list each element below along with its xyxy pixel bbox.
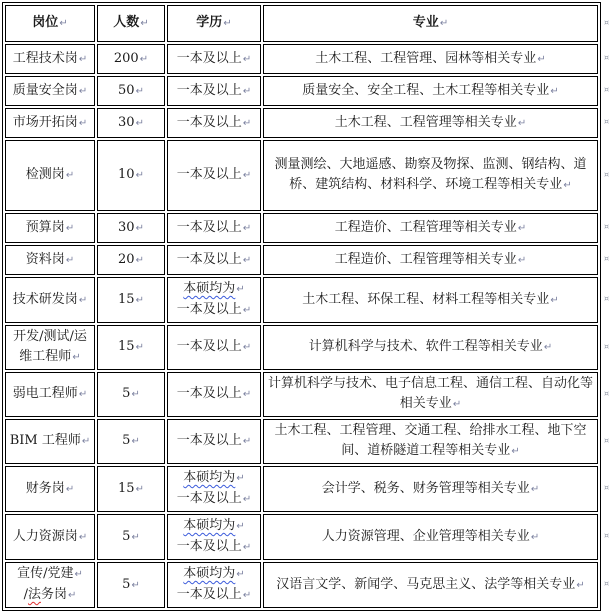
education-cell: [167, 76, 261, 106]
text-segment: 土木工程、工程管理等相关专业: [334, 114, 517, 130]
paragraph: [101, 218, 161, 239]
paragraph-mark-icon: ↵: [131, 389, 140, 400]
position-cell: [5, 372, 95, 417]
text-segment: 一本及以上: [176, 587, 242, 602]
text-segment: 土木工程、工程管理、园林等相关专业: [315, 50, 537, 66]
header-cell-education: [167, 5, 261, 42]
paragraph-mark-icon: ↵: [236, 284, 245, 295]
majors-cell: [263, 419, 598, 464]
paragraph: [267, 479, 594, 500]
text-segment: 人力资源岗: [12, 528, 78, 544]
position-cell: [5, 514, 95, 560]
paragraph: [101, 49, 161, 70]
paragraph: [101, 384, 161, 405]
paragraph: [267, 421, 594, 462]
text-segment: 弱电工程师: [12, 386, 78, 401]
paragraph: [9, 431, 91, 452]
paragraph: [171, 585, 257, 606]
paragraph-mark-icon: ↵: [65, 170, 75, 181]
paragraph: [101, 113, 161, 134]
paragraph-mark-icon: ↵: [511, 446, 520, 457]
position-cell: [5, 466, 95, 512]
paragraph-mark-icon: ↵: [131, 579, 140, 591]
paragraph: [171, 564, 257, 585]
paragraph-mark-icon: ↵: [242, 170, 252, 181]
paragraph-mark-icon: ↵: [242, 342, 252, 353]
table-row: [5, 108, 598, 138]
table-body: [5, 44, 598, 608]
paragraph: [101, 431, 161, 452]
count-cell: [97, 372, 165, 417]
education-cell: [167, 325, 261, 370]
paragraph-mark-icon: ↵: [223, 18, 232, 29]
paragraph: [267, 575, 594, 596]
header-label: 人数: [113, 15, 140, 30]
paragraph: [267, 81, 594, 102]
text-segment: 一本及以上: [176, 433, 242, 448]
text-segment: 质量安全岗: [12, 82, 78, 98]
paragraph: [267, 113, 594, 134]
text-segment: 一本及以上: [176, 386, 242, 401]
paragraph-mark-icon: ↵: [135, 342, 144, 353]
education-cell: [167, 44, 261, 74]
paragraph-mark-icon: ↵: [242, 494, 252, 505]
text-segment: 计算机科学与技术、电子信息工程、通信工程、自动化等相关专业: [267, 376, 593, 411]
paragraph: [171, 218, 257, 239]
paragraph-mark-icon: ↵: [242, 542, 252, 553]
count-cell: [97, 325, 165, 370]
count-cell: [97, 419, 165, 464]
paragraph-mark-icon: ↵: [543, 342, 553, 353]
text-segment: 一本及以上: [176, 539, 242, 554]
text-segment: 计算机科学与技术、软件工程等相关专业: [308, 339, 543, 354]
paragraph: [101, 479, 161, 500]
text-segment: 5: [122, 433, 131, 448]
paragraph-mark-icon: ↵: [78, 389, 88, 400]
paragraph: [101, 290, 161, 311]
majors-cell: [263, 44, 598, 74]
text-segment: 测量测绘、大地遥感、勘察及物探、监测、钢结构、道桥、建筑结构、材料科学、环境工程等相关专业: [274, 157, 587, 192]
position-cell: [5, 325, 95, 370]
paragraph: [171, 81, 257, 102]
table-row: [5, 76, 598, 106]
paragraph: [9, 327, 91, 368]
count-cell: [97, 277, 165, 323]
education-cell: [167, 140, 261, 211]
table-row: [5, 140, 598, 211]
text-segment: 一本及以上: [176, 50, 242, 66]
position-cell: [5, 245, 95, 275]
paragraph-mark-icon: ↵: [65, 254, 75, 266]
paragraph: [101, 81, 161, 102]
education-cell: [167, 277, 261, 323]
table-row: [5, 466, 598, 512]
paragraph-mark-icon: ↵: [576, 579, 585, 591]
text-segment: BIM 工程师: [9, 433, 81, 448]
paragraph: [171, 468, 257, 489]
text-segment: 一本及以上: [176, 114, 242, 130]
education-cell: [167, 245, 261, 275]
text-segment: 会计学、税务、财务管理等相关专业: [321, 480, 530, 496]
end-of-row-mark-icon: ¤: [604, 294, 610, 303]
table-row: [5, 514, 598, 560]
count-cell: [97, 44, 165, 74]
text-segment: 200: [113, 50, 139, 66]
count-cell: [97, 245, 165, 275]
text-segment: 5: [122, 386, 131, 401]
header-cell-majors: [263, 5, 598, 42]
end-of-row-mark-icon: ¤: [604, 483, 610, 492]
paragraph: [171, 516, 257, 537]
spellcheck-underline-blue: 本硕均为: [183, 470, 236, 485]
end-of-row-mark-icon: ¤: [604, 579, 610, 588]
text-segment: 土木工程、环保工程、材料工程等相关专业: [302, 291, 550, 307]
education-cell: [167, 213, 261, 243]
paragraph-mark-icon: ↵: [135, 222, 144, 234]
paragraph: [171, 537, 257, 558]
paragraph-mark-icon: ↵: [242, 436, 252, 447]
paragraph-mark-icon: ↵: [135, 483, 144, 495]
paragraph-mark-icon: ↵: [242, 53, 252, 65]
paragraph-mark-icon: ↵: [452, 399, 462, 410]
text-segment: 工程技术岗: [12, 50, 78, 66]
end-of-row-mark-icon: ¤: [604, 222, 610, 231]
table-row: [5, 419, 598, 464]
spellcheck-underline-blue: 本硕均为: [183, 518, 236, 533]
text-segment: 务岗: [41, 587, 68, 602]
paragraph: [171, 49, 257, 70]
header-cell-position: [5, 5, 95, 42]
position-cell: [5, 108, 95, 138]
position-cell: [5, 277, 95, 323]
position-cell: [5, 562, 95, 608]
paragraph: [9, 113, 91, 134]
text-segment: 预算岗: [25, 219, 65, 235]
end-of-row-mark-icon: ¤: [604, 85, 610, 94]
text-segment: 一本及以上: [176, 302, 242, 317]
text-segment: 15: [118, 291, 135, 307]
text-segment: 财务岗: [25, 480, 65, 496]
paragraph-mark-icon: ↵: [517, 117, 527, 129]
position-cell: [5, 419, 95, 464]
text-segment: 5: [122, 528, 131, 544]
position-cell: [5, 213, 95, 243]
education-cell: [167, 419, 261, 464]
paragraph: [267, 527, 594, 548]
paragraph: [267, 290, 594, 311]
position-cell: [5, 140, 95, 211]
text-segment: 5: [122, 576, 131, 592]
paragraph-mark-icon: ↵: [139, 53, 149, 65]
text-segment: 20: [118, 251, 135, 267]
education-cell: [167, 466, 261, 512]
end-of-row-mark-icon: ¤: [604, 388, 610, 398]
paragraph-mark-icon: ↵: [242, 85, 252, 97]
count-cell: [97, 140, 165, 211]
paragraph-mark-icon: ↵: [81, 436, 91, 447]
paragraph-mark-icon: ↵: [135, 85, 144, 97]
education-cell: [167, 372, 261, 417]
table-row: [5, 213, 598, 243]
paragraph-mark-icon: ↵: [550, 294, 559, 306]
paragraph: [9, 81, 91, 102]
paragraph: [9, 564, 91, 585]
paragraph: [9, 527, 91, 548]
position-cell: [5, 44, 95, 74]
table-row: [5, 277, 598, 323]
count-cell: [97, 466, 165, 512]
text-segment: 30: [118, 114, 135, 130]
paragraph-mark-icon: ↵: [78, 117, 88, 129]
count-cell: [97, 76, 165, 106]
paragraph-mark-icon: ↵: [135, 294, 144, 306]
paragraph-mark-icon: ↵: [131, 436, 140, 447]
end-of-row-mark-icon: ¤: [604, 17, 610, 27]
end-of-row-mark-icon: ¤: [604, 435, 610, 445]
end-of-row-mark-icon: ¤: [604, 169, 610, 179]
paragraph: [171, 165, 257, 186]
paragraph: [267, 337, 594, 358]
majors-cell: [263, 562, 598, 608]
header-label: 学历: [196, 15, 223, 30]
paragraph-mark-icon: ↵: [65, 483, 75, 495]
paragraph: [9, 384, 91, 405]
paragraph: [171, 431, 257, 452]
majors-cell: [263, 108, 598, 138]
text-segment: 一本及以上: [176, 167, 242, 182]
paragraph-mark-icon: ↵: [550, 85, 559, 97]
text-segment: 30: [118, 219, 135, 235]
paragraph-mark-icon: ↵: [68, 590, 77, 601]
count-cell: [97, 108, 165, 138]
paragraph: [267, 374, 594, 415]
table-row: [5, 44, 598, 74]
position-cell: [5, 76, 95, 106]
spellcheck-underline-red: 法: [27, 587, 41, 602]
majors-cell: [263, 140, 598, 211]
paragraph-mark-icon: ↵: [439, 18, 449, 29]
text-segment: 市场开拓岗: [12, 114, 78, 130]
paragraph-mark-icon: ↵: [72, 352, 81, 363]
end-of-row-mark-icon: ¤: [604, 53, 610, 62]
majors-cell: [263, 245, 598, 275]
end-of-row-mark-icon: ¤: [604, 531, 610, 540]
text-segment: 质量安全、安全工程、土木工程等相关专业: [302, 82, 550, 98]
paragraph-mark-icon: ↵: [517, 254, 527, 266]
paragraph: [267, 250, 594, 271]
paragraph: [9, 49, 91, 70]
end-of-row-mark-icon: ¤: [604, 254, 610, 263]
text-segment: 汉语言文学、新闻学、马克思主义、法学等相关专业: [276, 576, 576, 592]
text-segment: 人力资源管理、企业管理等相关专业: [321, 528, 530, 544]
paragraph-mark-icon: ↵: [242, 590, 252, 601]
majors-cell: [263, 466, 598, 512]
paragraph-mark-icon: ↵: [78, 85, 88, 97]
paragraph: [171, 384, 257, 405]
majors-cell: [263, 514, 598, 560]
text-segment: 工程造价、工程管理等相关专业: [334, 251, 517, 267]
paragraph-mark-icon: ↵: [530, 531, 540, 543]
paragraph-mark-icon: ↵: [78, 53, 88, 65]
header-row: [5, 5, 598, 42]
paragraph-mark-icon: ↵: [236, 521, 245, 532]
paragraph: [101, 250, 161, 271]
paragraph: [171, 337, 257, 358]
text-segment: 15: [118, 339, 135, 354]
text-segment: /: [23, 587, 28, 602]
education-cell: [167, 514, 261, 560]
paragraph: [267, 49, 594, 70]
paragraph-mark-icon: ↵: [242, 117, 252, 129]
paragraph: [101, 575, 161, 596]
paragraph-mark-icon: ↵: [242, 222, 252, 234]
majors-cell: [263, 76, 598, 106]
text-segment: 一本及以上: [176, 339, 242, 354]
paragraph-mark-icon: ↵: [517, 222, 527, 234]
count-cell: [97, 213, 165, 243]
text-segment: 土木工程、工程管理、交通工程、给排水工程、地下空间、道桥隧道工程等相关专业: [274, 423, 587, 458]
text-segment: 一本及以上: [176, 82, 242, 98]
paragraph-mark-icon: ↵: [59, 18, 68, 29]
header-cell-count: [97, 5, 165, 42]
count-cell: [97, 562, 165, 608]
paragraph-mark-icon: ↵: [236, 473, 245, 484]
majors-cell: [263, 277, 598, 323]
majors-cell: [263, 213, 598, 243]
table-row: [5, 562, 598, 608]
paragraph: [9, 218, 91, 239]
paragraph-mark-icon: ↵: [65, 222, 75, 234]
paragraph: [101, 337, 161, 358]
paragraph: [171, 250, 257, 271]
majors-cell: [263, 372, 598, 417]
end-of-row-mark-icon: ¤: [604, 341, 610, 351]
paragraph-mark-icon: ↵: [140, 18, 149, 29]
paragraph: [101, 527, 161, 548]
table-header: [5, 5, 598, 42]
table-row: [5, 372, 598, 417]
education-cell: [167, 108, 261, 138]
paragraph-mark-icon: ↵: [74, 569, 83, 580]
paragraph: [267, 155, 594, 196]
education-cell: [167, 562, 261, 608]
end-of-row-mark-icon: ¤: [604, 117, 610, 126]
paragraph-mark-icon: ↵: [78, 531, 88, 543]
paragraph: [9, 290, 91, 311]
text-segment: 开发/测试/运维工程师: [13, 329, 87, 364]
paragraph: [9, 479, 91, 500]
paragraph: [101, 165, 161, 186]
text-segment: 资料岗: [25, 251, 65, 267]
table-row: [5, 325, 598, 370]
paragraph: [9, 250, 91, 271]
paragraph-mark-icon: ↵: [537, 53, 546, 65]
paragraph-mark-icon: ↵: [563, 180, 572, 191]
text-segment: 10: [118, 167, 135, 182]
text-segment: 技术研发岗: [12, 291, 78, 307]
paragraph: [9, 165, 91, 186]
majors-cell: [263, 325, 598, 370]
header-label: 专业: [412, 15, 439, 30]
paragraph-mark-icon: ↵: [242, 305, 252, 316]
spellcheck-underline-blue: 本硕均为: [183, 281, 236, 296]
text-segment: 15: [118, 480, 135, 496]
text-segment: 一本及以上: [176, 219, 242, 235]
paragraph: [171, 113, 257, 134]
spellcheck-underline-blue: 本硕均为: [183, 566, 236, 581]
text-segment: 一本及以上: [176, 491, 242, 506]
text-segment: 50: [118, 82, 135, 98]
paragraph: [171, 300, 257, 321]
paragraph: [9, 585, 91, 606]
text-segment: 宣传/党建: [17, 566, 74, 581]
text-segment: 一本及以上: [176, 251, 242, 267]
text-segment: 检测岗: [25, 167, 65, 182]
paragraph-mark-icon: ↵: [530, 483, 540, 495]
paragraph-mark-icon: ↵: [236, 569, 245, 580]
paragraph-mark-icon: ↵: [135, 117, 144, 129]
table-row: [5, 245, 598, 275]
header-label: 岗位: [32, 15, 59, 30]
paragraph-mark-icon: ↵: [135, 170, 144, 181]
paragraph: [171, 279, 257, 300]
count-cell: [97, 514, 165, 560]
text-segment: 工程造价、工程管理等相关专业: [334, 219, 517, 235]
paragraph-mark-icon: ↵: [78, 294, 88, 306]
paragraph: [267, 218, 594, 239]
recruitment-table: [2, 2, 601, 611]
paragraph-mark-icon: ↵: [135, 254, 144, 266]
paragraph-mark-icon: ↵: [131, 531, 140, 543]
paragraph-mark-icon: ↵: [242, 389, 252, 400]
paragraph: [171, 489, 257, 510]
paragraph-mark-icon: ↵: [242, 254, 252, 266]
